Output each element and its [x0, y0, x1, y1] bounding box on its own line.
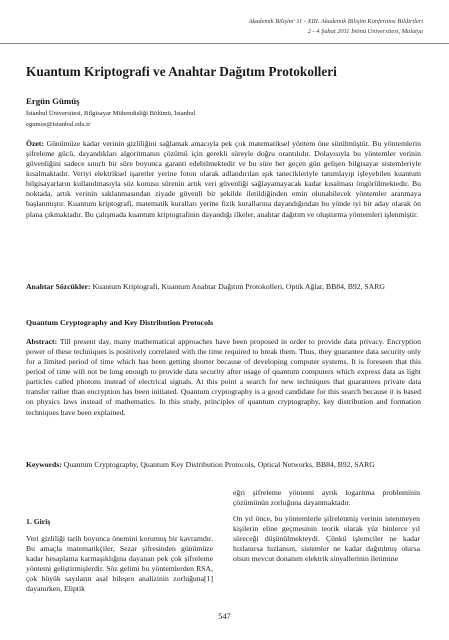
section-1-left-column	[26, 517, 213, 595]
keywords-text: Quantum Cryptography, Quantum Key Distribution Protocols, Optical Networks, BB84, B92, SARG	[63, 460, 375, 469]
author-affiliation: İstanbul Üniversitesi, Bilgisayar Mühendisliği Bölümü, İstanbul	[26, 110, 196, 117]
english-title: Quantum Cryptography and Key Distribution Protocols	[26, 318, 214, 327]
paper-title: Kuantum Kriptografi ve Anahtar Dağıtım Protokolleri	[26, 64, 337, 79]
ozet-abstract	[26, 139, 421, 220]
header-rule	[0, 43, 449, 44]
section-1-right-column	[233, 488, 420, 565]
keywords-label: Keywords:	[26, 460, 62, 469]
abstract-text: Till present day, many mathematical approaches have been proposed in order to provide data privacy. Encryption power of these techniques is positively correlated with the time required to break them. Thus, they guarantee data security only for a limited period of time which has been getting shorter because of developing computer systems. It is foreseen that this period of time will not be long enough to provide data security after usage of quantum computers which express data as light particles called photons instead of electrical signals. At this point a search for new techniques that guarantees private data transfer rather than encryption has been initiated. Quantum cryptography is a good candidate for this search because it is based on physics laws instead of mathematics. In this study, principles of quantum cryptography, key distribution and formation techniques have been explained.	[26, 337, 421, 417]
ozet-text: Günümüze kadar verinin gizliliğini sağlamak amacıyla pek çok matematiksel yöntem öne sürülmüştür. Bu yöntemlerin şifreleme gücü, dayandıkları algoritmanın çözümü için gerekli süreyle doğru orantılıdır. Dolayısıyla bu yöntemler verinin güvenliğini sadece sınırlı bir süre boyunca garanti edebilmektedir ve bu süre her geçen gün gelişen bilgisayar sistemleriyle kısalmaktadır. Veriyi elektriksel işaretler yerine foton olarak adlandırılan ışık tanecikleriyle tanımlayıp işleyebilen kuantum bilgisayarların kullanılmasıyla söz konusu sürenin artık veri güvenliği sağlayamayacak kadar kısalması öngörülmektedir. Bu noktada, artık verinin saklanmasından ziyade güvenli bir şekilde iletildiğinden emin olunabilecek yöntemler aranmaya başlanmıştır. Kuantum kriptografi, matematik kuralları yerine fizik kurallarına dayandığından bu yönde iyi bir aday olarak ön plana çıkmaktadır. Bu çalışmada kuantum kriptografinin dayandığı ilkeler, anahtar dağıtım ve oluşturma yöntemleri işlenmiştir.	[26, 139, 422, 219]
ozet-label: Özet:	[26, 139, 44, 148]
section-1-paragraph-continued: eğri şifreleme yöntemi ayrık logaritma probleminin çözümünün zorluğuna dayanmaktadır.	[233, 488, 420, 508]
section-1-paragraph-2: On yıl önce, bu yöntemlerle şifrelenmiş verinin istenmeyen kişilerin eline geçmesinin teorik olarak yüz binlerce yıl süreceği düşünülmekteydi. Çünkü işlemciler ne kadar hızlanırsa hızlansın, sistemler ne kadar dağıtılmış olursa olsun mevcut donanım elektrik sinyallerinin iletimine	[233, 514, 420, 564]
english-abstract	[26, 337, 421, 418]
keywords	[26, 460, 421, 470]
author-name: Ergün Gümüş	[26, 96, 80, 106]
page-number: 547	[218, 611, 231, 621]
section-heading: 1. Giriş	[26, 517, 51, 526]
abstract-label: Abstract:	[26, 337, 58, 346]
anahtar-sozcukler	[26, 282, 421, 292]
running-header-date-location: 2 - 4 Şubat 2011 İnönü Üniversitesi, Malatya	[307, 28, 423, 35]
anahtar-text: Kuantum Kriptografi, Kuantum Anahtar Dağıtım Protokolleri, Optik Ağlar, BB84, B92, SARG	[92, 282, 385, 291]
anahtar-label: Anahtar Sözcükler:	[26, 282, 91, 291]
section-1-paragraph-1: Veri gizliliği tarih boyunca önemini korumuş bir kavramdır. Bu amaçla matematikçiler, Sezar şifresinden günümüze kadar hesaplama karmaşıklığına dayanan pek çok şifreleme yöntemi geliştirmişlerdir. Söz gelimi bu yöntemlerden RSA, çok büyük sayıların asal bileşen analizinin zorluğuna[1] dayanırken, Eliptik	[26, 534, 213, 594]
author-email: egumus@istanbul.edu.tr	[26, 121, 91, 128]
running-header-conference: Akademik Bilişim' 11 - XIII. Akademik Bilişim Konferansı Bildirileri	[248, 18, 423, 25]
